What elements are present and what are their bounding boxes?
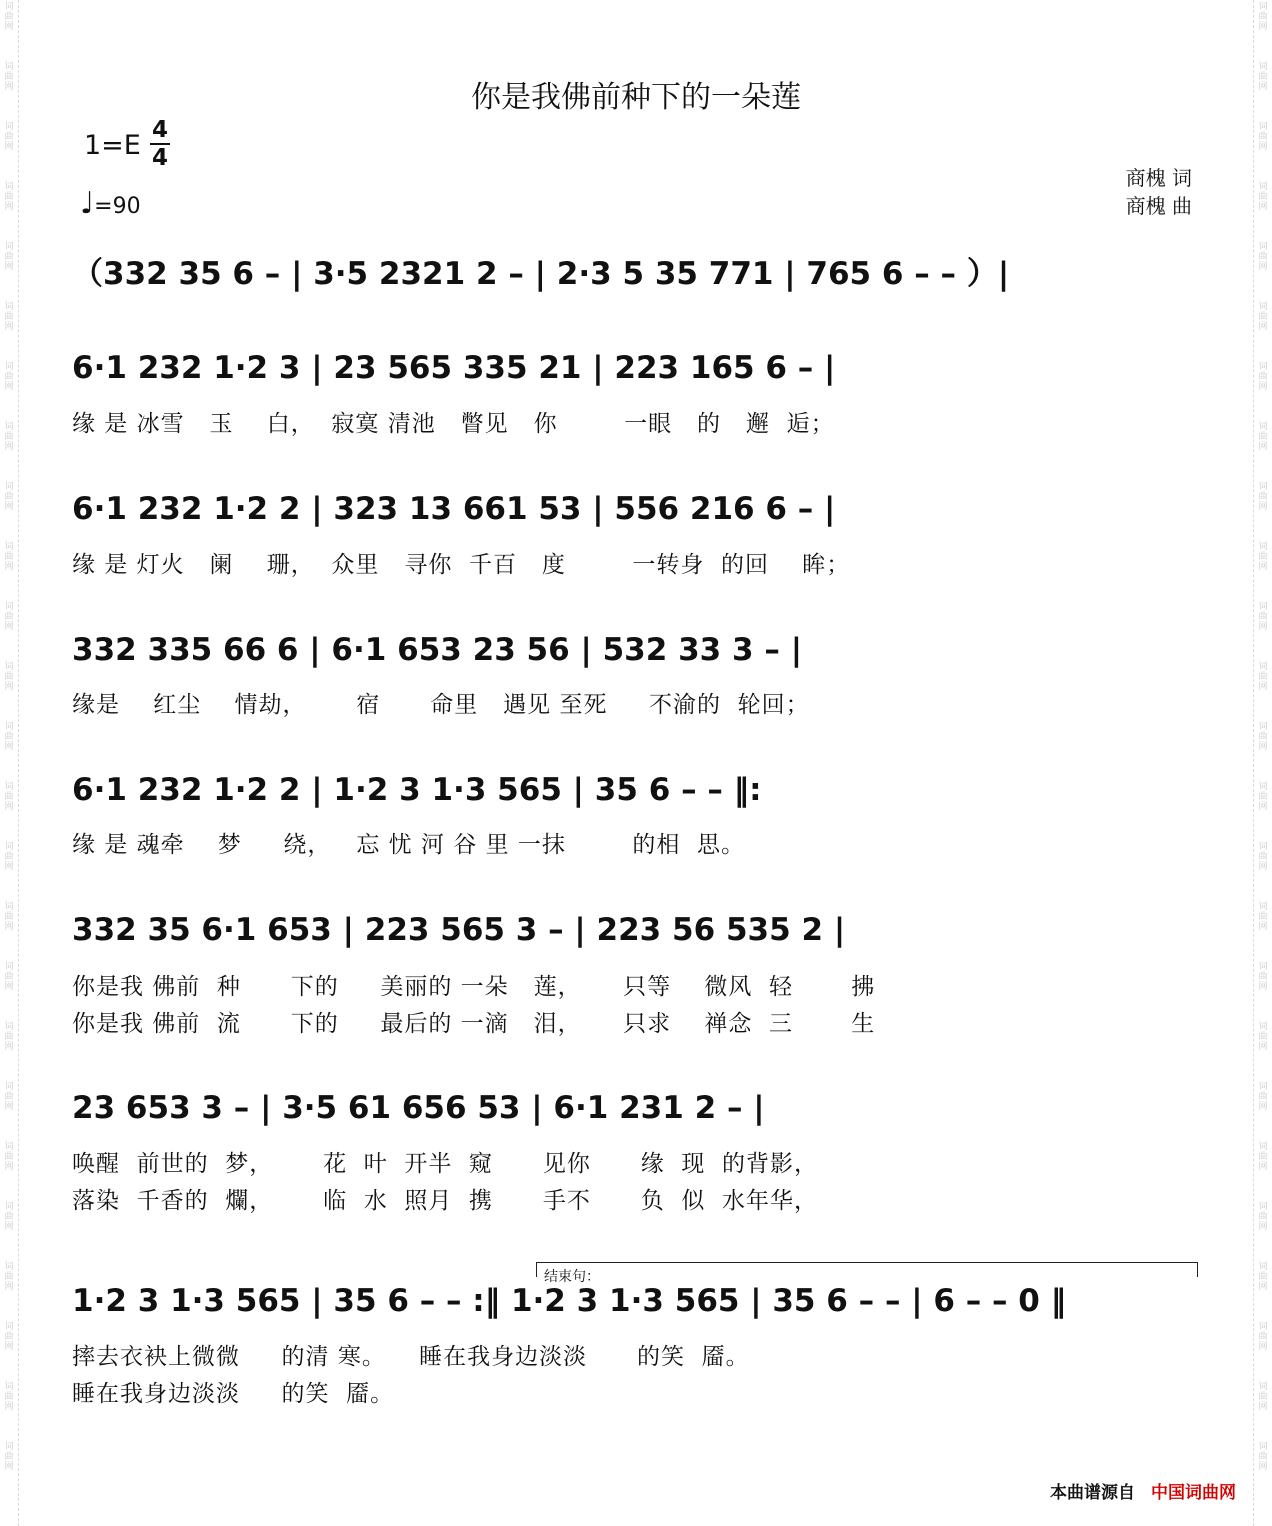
- lyric-line: 落染 千香的 爛， 临 水 照月 携 手不 负 似 水年华，: [72, 1188, 818, 1214]
- notation-row: 6·1 232 1·2 2 | 323 13 661 53 | 556 216 6 – |: [72, 491, 836, 527]
- watermark-text: 词 曲 网: [4, 542, 14, 572]
- watermark-text: 词 曲 网: [4, 662, 14, 692]
- watermark-text: 词 曲 网: [4, 1202, 14, 1232]
- watermark-text: 词 曲 网: [1258, 122, 1268, 152]
- watermark-text: 词 曲 网: [1258, 842, 1268, 872]
- lyricist-credit: 商槐 词: [1125, 166, 1192, 190]
- time-signature: [150, 118, 170, 170]
- watermark-text: 词 曲 网: [1258, 1382, 1268, 1412]
- notation-row: 6·1 232 1·2 3 | 23 565 335 21 | 223 165 6 – |: [72, 350, 836, 386]
- watermark-text: 词 曲 网: [4, 1322, 14, 1352]
- watermark-text: 词 曲 网: [1258, 362, 1268, 392]
- watermark-text: 词 曲 网: [4, 1442, 14, 1472]
- watermark-text: 词 曲 网: [1258, 1262, 1268, 1292]
- watermark-text: 词 曲 网: [1258, 1202, 1268, 1232]
- watermark-text: 词 曲 网: [1258, 302, 1268, 332]
- watermark-text: 词 曲 网: [1258, 1142, 1268, 1172]
- right-watermark-strip: [1253, 0, 1272, 1526]
- lyric-line: 摔去衣袂上微微 的清 寒。 睡在我身边淡淡 的笑 靥。: [72, 1344, 750, 1370]
- ending-bracket: [536, 1262, 1198, 1277]
- watermark-text: 词 曲 网: [4, 242, 14, 272]
- composer-credit: 商槐 曲: [1125, 194, 1192, 218]
- watermark-text: 词 曲 网: [4, 962, 14, 992]
- watermark-text: 词 曲 网: [1258, 782, 1268, 812]
- notation-row: 332 35 6·1 653 | 223 565 3 – | 223 56 535 2 |: [72, 912, 846, 948]
- watermark-text: 词 曲 网: [1258, 242, 1268, 272]
- notation-row: 23 653 3 – | 3·5 61 656 53 | 6·1 231 2 – |: [72, 1090, 765, 1126]
- watermark-text: 词 曲 网: [4, 722, 14, 752]
- watermark-text: 词 曲 网: [4, 362, 14, 392]
- time-signature-top: 4: [151, 117, 168, 143]
- watermark-text: 词 曲 网: [1258, 62, 1268, 92]
- watermark-text: 词 曲 网: [4, 482, 14, 512]
- source-site: 中国词曲网: [1151, 1483, 1236, 1503]
- notation-row: 332 335 66 6 | 6·1 653 23 56 | 532 33 3 – |: [72, 632, 803, 668]
- watermark-text: 词 曲 网: [4, 122, 14, 152]
- watermark-text: 词 曲 网: [1258, 1322, 1268, 1352]
- watermark-text: 词 曲 网: [1258, 542, 1268, 572]
- watermark-text: 词 曲 网: [4, 1082, 14, 1112]
- lyric-line: 你是我 佛前 种 下的 美丽的 一朵 莲， 只等 微风 轻 拂: [72, 974, 876, 1000]
- watermark-text: 词 曲 网: [1258, 422, 1268, 452]
- watermark-text: 词 曲 网: [1258, 962, 1268, 992]
- watermark-text: 词 曲 网: [1258, 1022, 1268, 1052]
- watermark-text: 词 曲 网: [4, 1382, 14, 1412]
- watermark-text: 词 曲 网: [4, 62, 14, 92]
- lyric-line: 睡在我身边淡淡 的笑 靥。: [72, 1381, 395, 1407]
- watermark-text: 词 曲 网: [1258, 1442, 1268, 1472]
- song-title: 你是我佛前种下的一朵莲: [471, 80, 801, 115]
- intro-notation: （332 35 6 – | 3·5 2321 2 – | 2·3 5 35 771 | 765 6 – – ）|: [72, 256, 1010, 292]
- watermark-text: 词 曲 网: [1258, 2, 1268, 32]
- watermark-text: 词 曲 网: [4, 422, 14, 452]
- watermark-text: 词 曲 网: [4, 602, 14, 632]
- left-watermark-strip: [0, 0, 19, 1526]
- tempo-marking: ♩=90: [80, 186, 141, 221]
- lyric-line: 你是我 佛前 流 下的 最后的 一滴 泪， 只求 禅念 三 生: [72, 1011, 876, 1037]
- watermark-text: 词 曲 网: [1258, 602, 1268, 632]
- lyric-line: 缘 是 冰雪 玉 白， 寂寞 清池 瞥见 你 一眼 的 邂 逅；: [72, 411, 835, 437]
- watermark-text: 词 曲 网: [4, 182, 14, 212]
- watermark-text: 词 曲 网: [1258, 662, 1268, 692]
- watermark-text: 词 曲 网: [4, 842, 14, 872]
- notation-row: 6·1 232 1·2 2 | 1·2 3 1·3 565 | 35 6 – – ‖:: [72, 772, 762, 808]
- source-credit: [1050, 1478, 1236, 1503]
- source-label: 本曲谱源自: [1050, 1483, 1135, 1503]
- notation-row: 1·2 3 1·3 565 | 35 6 – – :‖ 1·2 3 1·3 565 | 35 6 – – | 6 – – 0 ‖: [72, 1283, 1067, 1319]
- ending-label: 结束句：: [544, 1269, 600, 1285]
- watermark-text: 词 曲 网: [4, 1142, 14, 1172]
- quarter-note-icon: ♩: [80, 186, 95, 221]
- lyric-line: 唤醒 前世的 梦， 花 叶 开半 窥 见你 缘 现 的背影，: [72, 1151, 818, 1177]
- lyric-line: 缘 是 魂牵 梦 绕， 忘 忧 河 谷 里 一抹 的相 思。: [72, 832, 746, 858]
- watermark-text: 词 曲 网: [1258, 182, 1268, 212]
- watermark-text: 词 曲 网: [1258, 1082, 1268, 1112]
- watermark-text: 词 曲 网: [1258, 902, 1268, 932]
- watermark-text: 词 曲 网: [4, 1022, 14, 1052]
- lyric-line: 缘 是 灯火 阑 珊， 众里 寻你 千百 度 一转身 的回 眸；: [72, 552, 851, 578]
- time-signature-bottom: 4: [151, 145, 168, 171]
- watermark-text: 词 曲 网: [4, 302, 14, 332]
- watermark-text: 词 曲 网: [4, 1262, 14, 1292]
- lyric-line: 缘是 红尘 情劫， 宿 命里 遇见 至死 不渝的 轮回；: [72, 692, 810, 718]
- watermark-text: 词 曲 网: [4, 2, 14, 32]
- watermark-text: 词 曲 网: [4, 782, 14, 812]
- watermark-text: 词 曲 网: [1258, 722, 1268, 752]
- watermark-text: 词 曲 网: [1258, 482, 1268, 512]
- watermark-text: 词 曲 网: [4, 902, 14, 932]
- key-signature: 1=E: [84, 130, 141, 161]
